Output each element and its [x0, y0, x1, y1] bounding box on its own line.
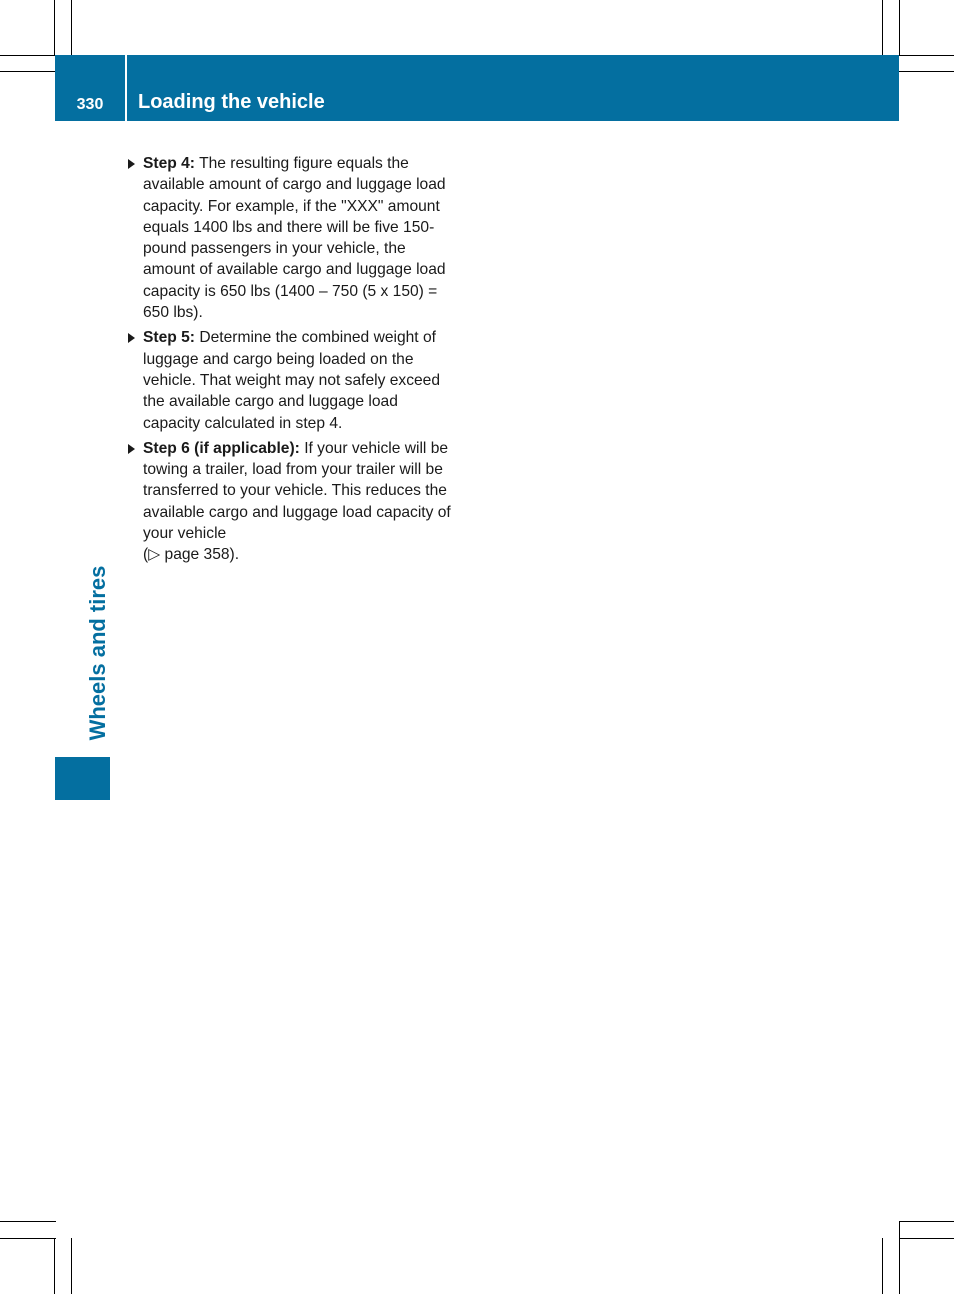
triangle-bullet-icon	[128, 444, 135, 454]
crop-mark	[899, 1221, 954, 1222]
crop-mark	[899, 1221, 900, 1294]
content-column	[127, 153, 459, 570]
step-text: Determine the combined weight of luggage and cargo being loaded on the vehicle. That weight may not safely exceed the available cargo and luggage load capacity calculated in step 4.	[143, 329, 441, 432]
step-label: Step 6 (if applicable):	[143, 439, 300, 457]
step-label: Step 5:	[143, 329, 195, 347]
chapter-tab	[55, 757, 110, 800]
step-text: If your vehicle will be towing a trailer, load from your trailer will be transferred to your vehicle. This reduces the available cargo and luggage load capacity of your vehicle	[143, 439, 451, 543]
page-reference-link[interactable]: (▷ page 358).	[143, 546, 240, 564]
triangle-bullet-icon	[128, 333, 135, 343]
crop-mark	[54, 0, 55, 56]
step-item	[127, 327, 459, 433]
crop-mark	[899, 0, 900, 56]
crop-mark	[899, 1238, 954, 1239]
crop-mark	[899, 71, 954, 72]
crop-mark	[882, 0, 883, 56]
header-bar	[55, 55, 899, 121]
crop-mark	[882, 1238, 883, 1294]
step-text: The resulting figure equals the available amount of cargo and luggage load capacity. For example, if the "XXX" amount equals 1400 lbs and there will be five 150-pound passengers in your vehicle, the amount of available cargo and luggage load capacity is 650 lbs (1400 – 750 (5 x 150) = 650 lbs).	[143, 155, 446, 322]
crop-mark	[0, 1221, 56, 1222]
step-item	[127, 153, 459, 323]
step-label: Step 4:	[143, 155, 195, 172]
crop-mark	[899, 55, 954, 56]
header-divider	[125, 55, 127, 121]
crop-mark	[54, 1238, 55, 1294]
crop-mark	[71, 0, 72, 56]
crop-mark	[0, 1238, 56, 1239]
chapter-label: Wheels and tires	[85, 565, 110, 741]
section-title: Loading the vehicle	[138, 91, 325, 113]
crop-mark	[0, 55, 56, 56]
page-number: 330	[76, 96, 104, 113]
crop-mark	[71, 1238, 72, 1294]
crop-mark	[0, 71, 56, 72]
step-item	[127, 438, 459, 566]
triangle-bullet-icon	[128, 159, 135, 169]
